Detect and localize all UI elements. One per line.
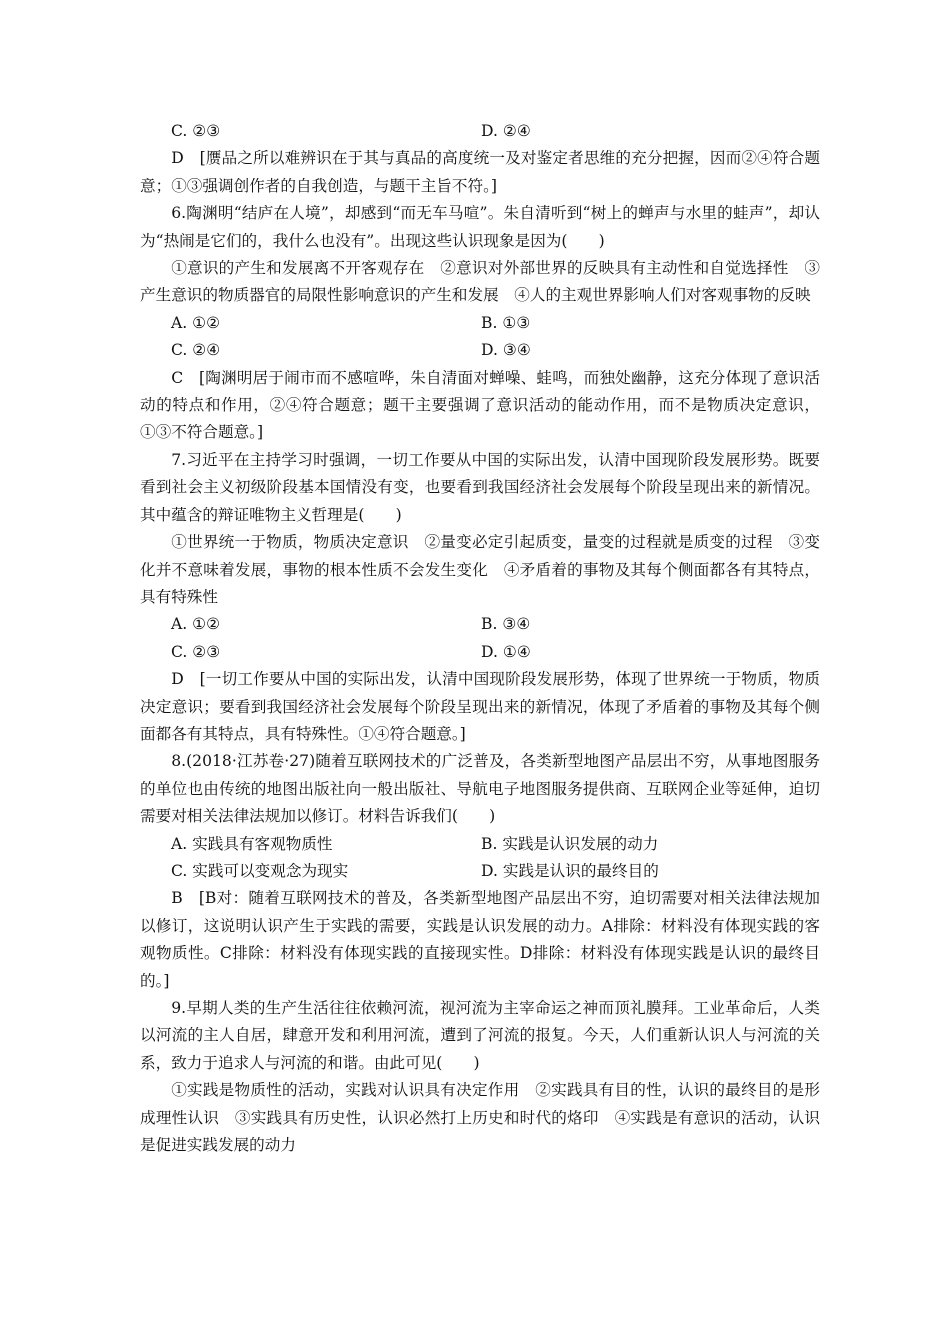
q6-stem: 6.陶渊明“结庐在人境”，却感到“而无车马喧”。朱自清听到“树上的蝉声与水里的蛙声”，却认为“热闹是它们的，我什么也没有”。出现这些认识现象是因为( ) bbox=[140, 204, 820, 250]
q6-options-cd bbox=[140, 337, 820, 364]
option-a: A. ①② bbox=[171, 615, 221, 634]
option-c: C. ②③ bbox=[171, 122, 221, 140]
q6-options-ab bbox=[140, 310, 820, 337]
option-d: D. ①④ bbox=[481, 642, 531, 661]
q5-options-cd bbox=[140, 118, 820, 145]
q8-stem: 8.(2018·江苏卷·27)随着互联网技术的广泛普及，各类新型地图产品层出不穷，从事地图服务的单位也由传统的地图出版社向一般出版社、导航电子地图服务提供商、互联网企业等延伸，迫切需要对相关法律法规加以修订。材料告诉我们( ) bbox=[140, 752, 820, 826]
q6-answer: C [陶渊明居于闹市而不感喧哗，朱自清面对蝉噪、蛙鸣，而独处幽静，这充分体现了意识活动的特点和作用，②④符合题意；题干主要强调了意识活动的能动作用，而不是物质决定意识，①③不符合题意。] bbox=[140, 368, 820, 442]
q8-options-ab bbox=[140, 831, 820, 858]
q7-statements: ①世界统一于物质，物质决定意识 ②量变必定引起质变，量变的过程就是质变的过程 ③变化并不意味着发展，事物的根本性质不会发生变化 ④矛盾着的事物及其每个侧面都各有其特点，具有特殊性 bbox=[140, 533, 820, 606]
q7-options-ab bbox=[140, 611, 820, 638]
q8-answer: B [B对：随着互联网技术的普及，各类新型地图产品层出不穷，迫切需要对相关法律法规加以修订，这说明认识产生于实践的需要，实践是认识发展的动力。A排除：材料没有体现实践的客观物质性。C排除：材料没有体现实践的直接现实性。D排除：材料没有体现实践是认识的最终目的。] bbox=[140, 889, 820, 990]
option-b: B. ①③ bbox=[481, 313, 531, 332]
q9-statements: ①实践是物质性的活动，实践对认识具有决定作用 ②实践具有目的性，认识的最终目的是形成理性认识 ③实践具有历史性，认识必然打上历史和时代的烙印 ④实践是有意识的活动，认识是促进实践发展的动力 bbox=[140, 1081, 820, 1155]
option-b: B. 实践是认识发展的动力 bbox=[481, 834, 659, 853]
q6-statements: ①意识的产生和发展离不开客观存在 ②意识对外部世界的反映具有主动性和自觉选择性 ③产生意识的物质器官的局限性影响意识的产生和发展 ④人的主观世界影响人们对客观事物的反映 bbox=[140, 259, 820, 305]
q7-stem: 7.习近平在主持学习时强调，一切工作要从中国的实际出发，认清中国现阶段发展形势。既要看到社会主义初级阶段基本国情没有变，也要看到我国经济社会发展每个阶段呈现出来的新情况。其中蕴含的辩证唯物主义哲理是( ) bbox=[140, 450, 820, 524]
option-d: D. ②④ bbox=[481, 122, 531, 140]
q5-answer: D [赝品之所以难辨识在于其与真品的高度统一及对鉴定者思维的充分把握，因而②④符合题意；①③强调创作者的自我创造，与题干主旨不符。] bbox=[140, 149, 820, 195]
option-a: A. ①② bbox=[171, 313, 221, 332]
option-c: C. ②④ bbox=[171, 341, 221, 360]
q9-stem: 9.早期人类的生产生活往往依赖河流，视河流为主宰命运之神而顶礼膜拜。工业革命后，人类以河流的主人自居，肆意开发和利用河流，遭到了河流的报复。今天，人们重新认识人与河流的关系，致力于追求人与河流的和谐。由此可见( ) bbox=[140, 999, 820, 1072]
option-c: C. ②③ bbox=[171, 642, 221, 661]
q7-answer: D [一切工作要从中国的实际出发，认清中国现阶段发展形势，体现了世界统一于物质，物质决定意识；要看到我国经济社会发展每个阶段呈现出来的新情况，体现了矛盾着的事物及其每个侧面都各有其特点，具有特殊性。①④符合题意。] bbox=[140, 670, 820, 743]
document-page bbox=[140, 118, 820, 1159]
q7-options-cd bbox=[140, 639, 820, 666]
option-d: D. ③④ bbox=[481, 341, 531, 360]
option-d: D. 实践是认识的最终目的 bbox=[481, 861, 659, 880]
option-c: C. 实践可以变观念为现实 bbox=[171, 861, 349, 880]
option-b: B. ③④ bbox=[481, 615, 531, 634]
q8-options-cd bbox=[140, 858, 820, 885]
option-a: A. 实践具有客观物质性 bbox=[171, 834, 333, 853]
